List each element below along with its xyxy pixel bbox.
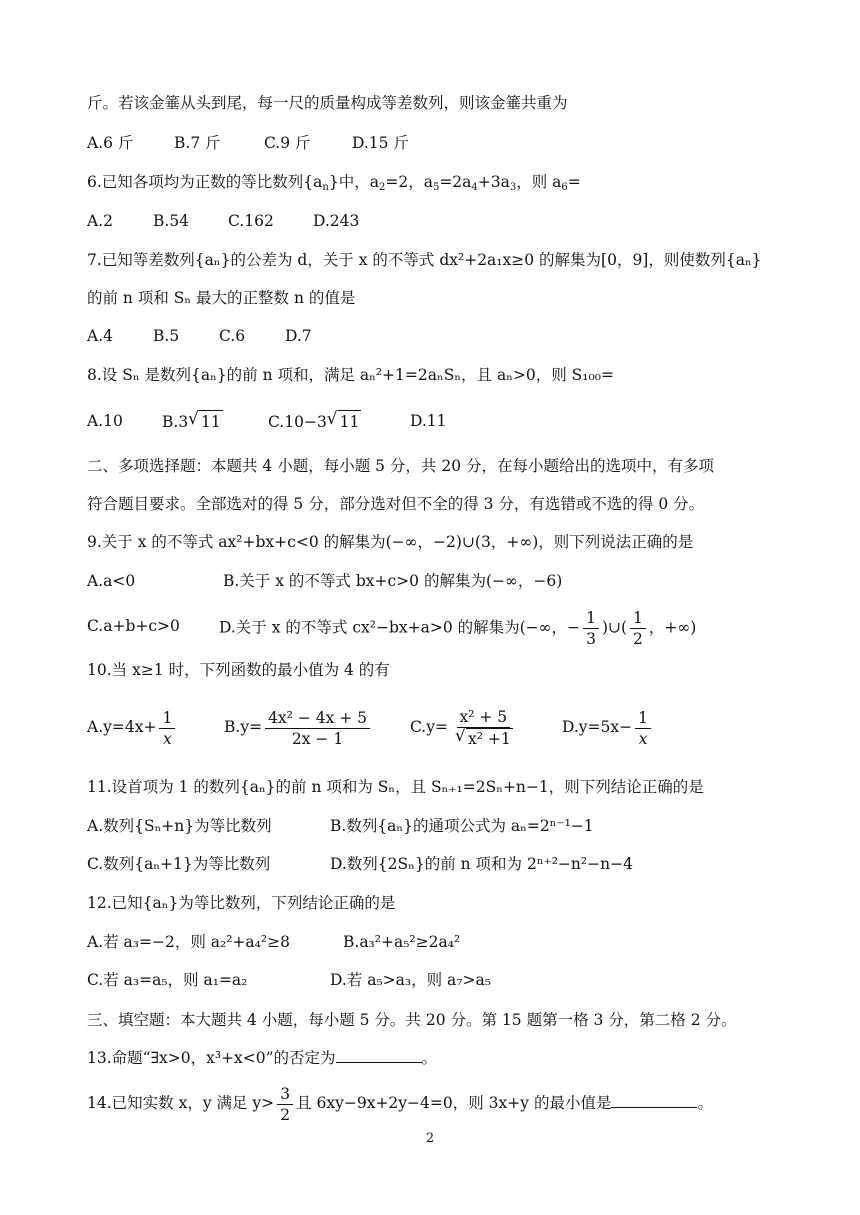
q5-option-a: A.6 斤 xyxy=(87,134,134,152)
q10-options xyxy=(87,705,790,749)
q8-option-a: A.10 xyxy=(87,412,123,430)
q11-option-d: D.数列{2Sₙ}的前 n 项和为 2ⁿ⁺²−n²−n−4 xyxy=(330,855,633,873)
q7-option-d: D.7 xyxy=(285,327,312,345)
q11-option-b: B.数列{aₙ}的通项公式为 aₙ=2ⁿ⁻¹−1 xyxy=(330,817,594,835)
q10-option-a: A.y=4x+ $\frac{1}{x}$ xyxy=(87,705,224,749)
page-number: 2 xyxy=(425,1131,435,1146)
q11-option-a: A.数列{Sₙ+n}为等比数列 xyxy=(87,817,272,835)
q5-option-b: B.7 斤 xyxy=(174,134,221,152)
q6-options xyxy=(87,210,790,232)
q11-options-ab xyxy=(87,815,790,837)
q7-stem-line1: 7.已知等差数列{aₙ}的公差为 d，关于 x 的不等式 dx²+2a₁x≥0 的解集为[0，9]，则使数列{aₙ} xyxy=(87,251,762,269)
q10-stem: 10.当 x≥1 时，下列函数的最小值为 4 的有 xyxy=(87,661,390,679)
q8-option-b: B.3 √ 11 xyxy=(162,410,268,433)
q5-options xyxy=(87,132,790,154)
q14-answer-blank xyxy=(611,1093,697,1108)
q9-stem: 9.关于 x 的不等式 ax²+bx+c<0 的解集为(−∞，−2)∪(3，+∞)，则下列说法正确的是 xyxy=(87,533,694,551)
q12-options-ab xyxy=(87,931,790,953)
q6-option-d: D.243 xyxy=(313,212,360,230)
q12-option-b: B.a₃²+a₅²≥2a₄² xyxy=(343,933,461,951)
q9-option-d: D.关于 x 的不等式 cx²−bx+a>0 的解集为(−∞，− $\frac{1}{3}$ )∪( $\frac{1}{2}$ ，+∞) xyxy=(219,609,697,648)
q11-stem: 11.设首项为 1 的数列{aₙ}的前 n 项和为 Sₙ，且 Sₙ₊₁=2Sₙ+n−1，则下列结论正确的是 xyxy=(87,778,704,796)
q8-option-c: C.10−3 √ 11 xyxy=(268,410,410,433)
q12-option-a: A.若 a₃=−2，则 a₂²+a₄²≥8 xyxy=(87,933,290,951)
section3-heading: 三、填空题：本大题共 4 小题，每小题 5 分。共 20 分。第 15 题第一格 3 分，第二格 2 分。 xyxy=(87,1011,737,1029)
q11-option-c: C.数列{aₙ+1}为等比数列 xyxy=(87,855,271,873)
q10-option-b: B.y= $\frac{\text{4x² − 4x + 5}}{2x - 1}$ xyxy=(224,705,410,749)
q11-options-cd xyxy=(87,853,790,875)
q9-option-a: A.a<0 xyxy=(87,572,136,590)
q9-options-cd xyxy=(87,608,790,649)
q6-option-c: C.162 xyxy=(228,212,274,230)
q13-stem: 13.命题“∃x>0，x³+x<0”的否定为 。 xyxy=(87,1049,438,1067)
q9-options-ab xyxy=(87,570,790,592)
q12-stem: 12.已知{aₙ}为等比数列，下列结论正确的是 xyxy=(87,894,396,912)
q5-option-d: D.15 斤 xyxy=(352,134,409,152)
q5-stem-tail: 斤。若该金箠从头到尾，每一尺的质量构成等差数列，则该金箠共重为 xyxy=(87,94,568,112)
q12-options-cd xyxy=(87,969,790,991)
q10-option-d: D.y=5x− $\frac{1}{x}$ xyxy=(562,705,654,749)
q8-option-d: D.11 xyxy=(410,412,447,430)
q9-option-b: B.关于 x 的不等式 bx+c>0 的解集为(−∞，−6) xyxy=(223,572,563,590)
section2-heading-line2: 符合题目要求。全部选对的得 5 分，部分选对但不全的得 3 分，有选错或不选的得 0 分。 xyxy=(87,495,705,513)
q13-answer-blank xyxy=(336,1048,422,1063)
q12-option-d: D.若 a₅>a₃，则 a₇>a₅ xyxy=(330,971,491,989)
q7-stem-line2: 的前 n 项和 Sₙ 最大的正整数 n 的值是 xyxy=(87,289,356,307)
q8-options xyxy=(87,410,790,433)
section2-heading-line1: 二、多项选择题：本题共 4 小题，每小题 5 分，共 20 分，在每小题给出的选项中，有多项 xyxy=(87,457,715,475)
q8-stem: 8.设 Sₙ 是数列{aₙ}的前 n 项和，满足 aₙ²+1=2aₙSₙ，且 aₙ>0，则 S₁₀₀= xyxy=(87,366,614,384)
q7-options xyxy=(87,325,790,347)
q7-option-a: A.4 xyxy=(87,327,113,345)
q6-option-b: B.54 xyxy=(153,212,190,230)
q5-option-c: C.9 斤 xyxy=(264,134,311,152)
q6-option-a: A.2 xyxy=(87,212,113,230)
q12-option-c: C.若 a₃=a₅，则 a₁=a₂ xyxy=(87,971,248,989)
q7-option-b: B.5 xyxy=(153,327,180,345)
q9-option-c: C.a+b+c>0 xyxy=(87,617,180,635)
q6-stem: 6.已知各项均为正数的等比数列$\{a_n\}$中，$a_2=2$，$a_5=2a_4+3a_3$，则 $a_6=$ xyxy=(87,173,581,193)
q7-option-c: C.6 xyxy=(219,327,246,345)
q14-stem: 14.已知实数 x，y 满足 y> $\frac{3}{2}$ 且 6xy−9x+2y−4=0，则 3x+y 的最小值是 。 xyxy=(87,1084,713,1124)
q10-option-c: C.y= x² + 5 √ x² +1 xyxy=(410,705,562,749)
